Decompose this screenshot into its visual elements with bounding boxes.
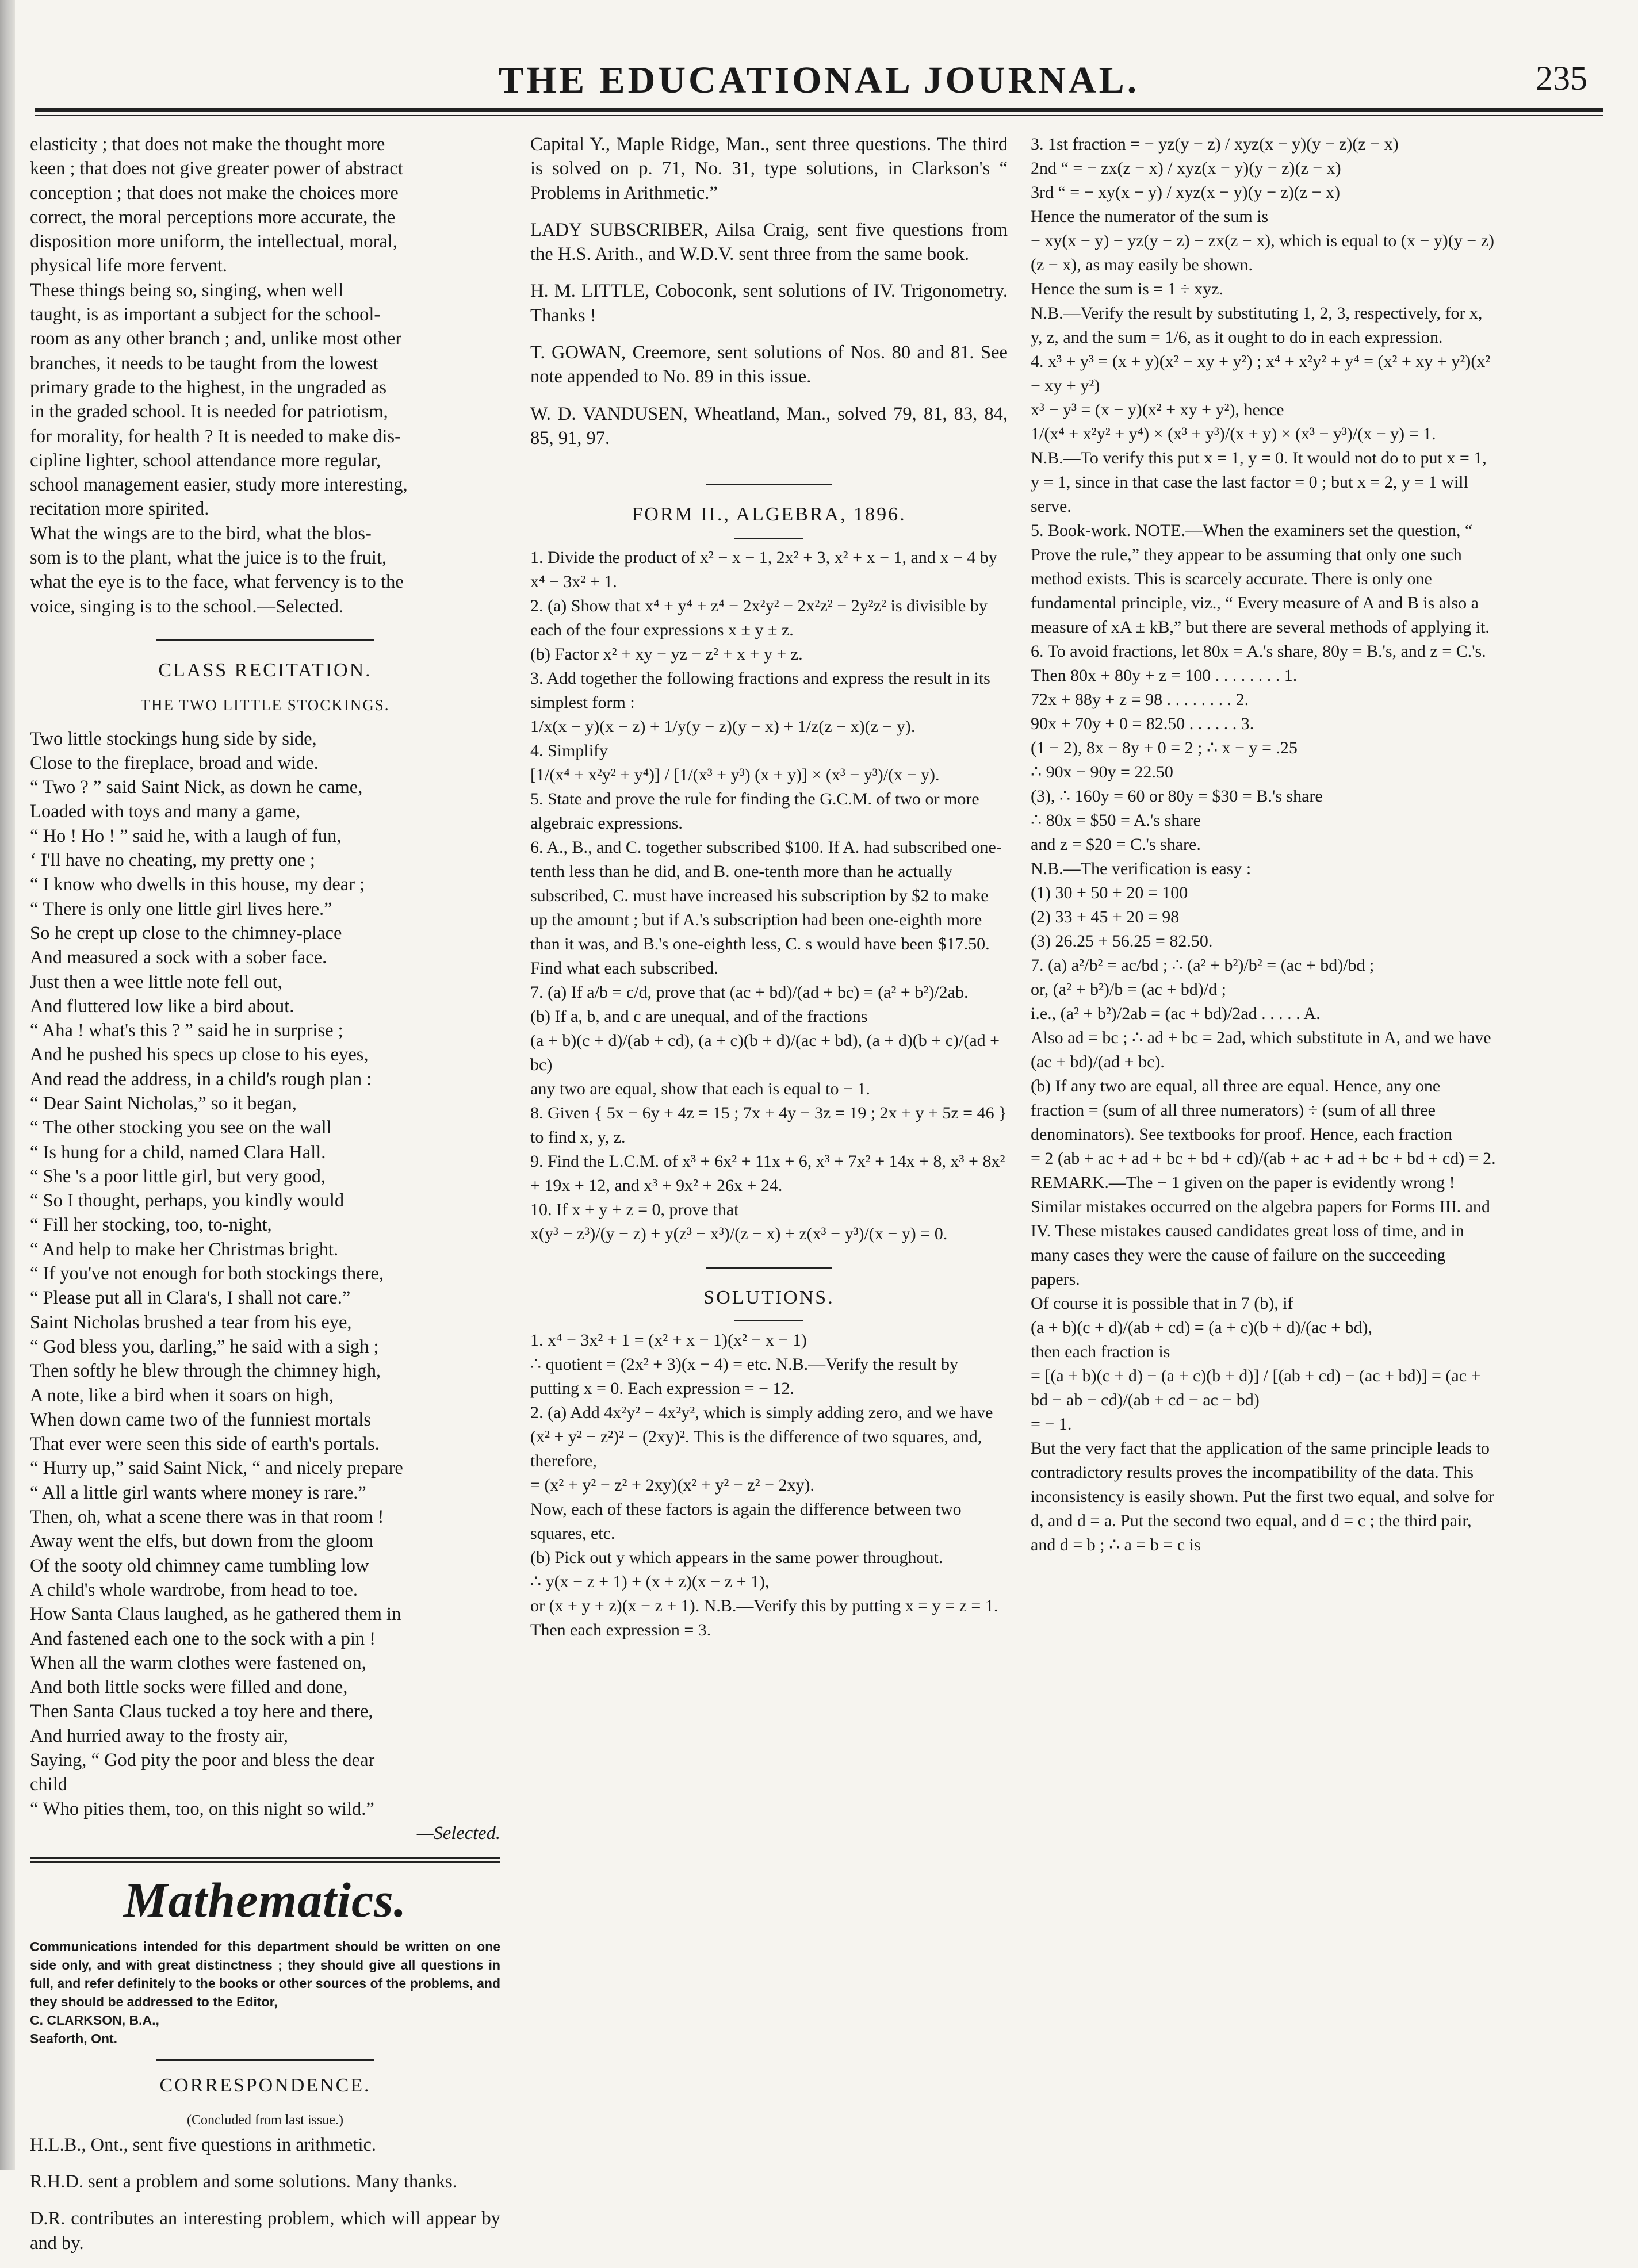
essay-line: conception ; that does not make the choices more bbox=[30, 182, 399, 204]
solution-line: 72x + 88y + z = 98 . . . . . . . . 2. bbox=[1031, 690, 1249, 709]
solution-line: (1 − 2), 8x − 8y + 0 = 2 ; ∴ x − y = .25 bbox=[1031, 738, 1298, 757]
essay-line: recitation more spirited. bbox=[30, 499, 209, 520]
poem-line: How Santa Claus laughed, as he gathered them in bbox=[30, 1604, 401, 1625]
poem-line: “ And help to make her Christmas bright. bbox=[30, 1239, 339, 1260]
essay-line: disposition more uniform, the intellectual, moral, bbox=[30, 231, 398, 252]
poem-line: And measured a sock with a sober face. bbox=[30, 947, 327, 968]
algebra-question: 8. Given { 5x − 6y + 4z = 15 ; 7x + 4y − 3z = 19 ; 2x + y + 5z = 46 } to find x, y, z. bbox=[530, 1103, 1007, 1147]
poem-line: Away went the elfs, but down from the gloom bbox=[30, 1531, 374, 1552]
essay-line: room as any other branch ; and, unlike most other bbox=[30, 328, 402, 350]
poem-line: And fluttered low like a bird about. bbox=[30, 995, 294, 1017]
poem-line: child bbox=[30, 1774, 67, 1795]
solution-line: ∴ quotient = (2x² + 3)(x − 4) = etc. N.B.—Verify the result by putting x = 0. Each expression = − 12. bbox=[530, 1354, 958, 1398]
solution-line: 3. 1st fraction = − yz(y − z) / xyz(x − y)(y − z)(z − x) bbox=[1031, 135, 1399, 154]
solution-line: i.e., (a² + b²)/2ab = (ac + bd)/2ad . . . . . A. bbox=[1031, 1004, 1321, 1023]
solution-line: (b) If any two are equal, all three are equal. Hence, any one fraction = (sum of all three numerators) ÷ (sum of all three denominators). See textbooks for proof. Hence, each fraction bbox=[1031, 1076, 1453, 1144]
solution-line: and z = $20 = C.'s share. bbox=[1031, 835, 1201, 854]
solution-line: = − 1. bbox=[1031, 1415, 1072, 1434]
solution-line: (a + b)(c + d)/(ab + cd) = (a + c)(b + d)/(ac + bd), bbox=[1031, 1318, 1373, 1337]
poem-credit: —Selected. bbox=[416, 1822, 500, 1844]
mathematics-heading: Mathematics. bbox=[123, 1872, 407, 1928]
algebra-question: 7. (a) If a/b = c/d, prove that (ac + bd)/(ad + bc) = (a² + b²)/2ab. bbox=[530, 982, 969, 1002]
correspondence-continued bbox=[530, 132, 1008, 463]
poem-line: “ There is only one little girl lives here.” bbox=[30, 898, 332, 920]
solution-line: (3), ∴ 160y = 60 or 80y = $30 = B.'s share bbox=[1031, 787, 1323, 806]
poem-line: Saint Nicholas brushed a tear from his eye, bbox=[30, 1312, 352, 1333]
essay-line: physical life more fervent. bbox=[30, 255, 227, 277]
algebra-question: any two are equal, show that each is equal to − 1. bbox=[530, 1079, 870, 1098]
algebra-solutions bbox=[530, 1328, 1008, 1642]
class-recitation-heading: CLASS RECITATION. bbox=[158, 659, 372, 681]
poem-line: Saying, “ God pity the poor and bless the dear bbox=[30, 1750, 375, 1771]
singing-essay bbox=[30, 132, 500, 619]
poem-line: And hurried away to the frosty air, bbox=[30, 1725, 289, 1746]
solution-line: ∴ 80x = $50 = A.'s share bbox=[1031, 811, 1201, 830]
algebra-question: 2. (a) Show that x⁴ + y⁴ + z⁴ − 2x²y² − 2x²z² − 2y²z² is divisible by each of the four expressions x ± y ± z. bbox=[530, 596, 988, 639]
correspondence-item: R.H.D. sent a problem and some solutions. Many thanks. bbox=[30, 2171, 457, 2193]
column-left bbox=[30, 132, 500, 2268]
solution-line: 2nd “ = − zx(z − x) / xyz(x − y)(y − z)(z − x) bbox=[1031, 159, 1341, 178]
editor-name: C. CLARKSON, B.A., bbox=[30, 2013, 159, 2028]
solution-line: But the very fact that the application of the same principle leads to contradictory results proves the incompatibility of the data. This inconsistency is easily shown. Put the first two equal, and solve for d, and d = a. Put the second two equal, and d = c ; the third pair, and d = b ; ∴ a = b = c is bbox=[1031, 1439, 1494, 1554]
algebra-heading: FORM II., ALGEBRA, 1896. bbox=[632, 504, 906, 526]
poem-line: Then Santa Claus tucked a toy here and there, bbox=[30, 1701, 373, 1722]
solution-line: Now, each of these factors is again the difference between two squares, etc. bbox=[530, 1499, 962, 1543]
solution-line: 5. Book-work. NOTE.—When the examiners set the question, “ Prove the rule,” they appear to be assuming that only one such method exists. This is scarcely accurate. There is only one fundamental principle, viz., “ Every measure of A and B is also a measure of xA ± kB,” but there are several methods of applying it. bbox=[1031, 521, 1490, 637]
header-rule-thin bbox=[35, 115, 1603, 116]
solution-line: ∴ 90x − 90y = 22.50 bbox=[1031, 763, 1173, 781]
poem-line: “ Who pities them, too, on this night so wild.” bbox=[30, 1798, 374, 1819]
essay-line: som is to the plant, what the juice is to the fruit, bbox=[30, 547, 387, 569]
solution-line: Then 80x + 80y + z = 100 . . . . . . . . 1. bbox=[1031, 666, 1298, 685]
algebra-question: 9. Find the L.C.M. of x³ + 6x² + 11x + 6, x³ + 7x² + 14x + 8, x³ + 8x² + 19x + 12, and x³ + 9x² + 26x + 24. bbox=[530, 1151, 1005, 1195]
solutions-continued bbox=[1031, 132, 1498, 1557]
correspondence-item: T. GOWAN, Creemore, sent solutions of Nos. 80 and 81. See note appended to No. 89 in this issue. bbox=[530, 342, 1008, 388]
section-rule-thin bbox=[30, 1861, 500, 1863]
correspondence-item: H.L.B., Ont., sent five questions in arithmetic. bbox=[30, 2134, 377, 2155]
poem-line: “ Aha ! what's this ? ” said he in surprise ; bbox=[30, 1020, 343, 1041]
poem-line: So he crept up close to the chimney-place bbox=[30, 922, 342, 944]
correspondence-item: H. M. LITTLE, Coboconk, sent solutions of IV. Trigonometry. Thanks ! bbox=[530, 281, 1008, 326]
solution-line: 1. x⁴ − 3x² + 1 = (x² + x − 1)(x² − x − 1) bbox=[530, 1330, 807, 1350]
poem-line: When all the warm clothes were fastened on, bbox=[30, 1652, 366, 1673]
solution-line: or (x + y + z)(x − z + 1). N.B.—Verify this by putting x = y = z = 1. Then each expression = 3. bbox=[530, 1596, 998, 1639]
poem-line: “ Please put all in Clara's, I shall not care.” bbox=[30, 1288, 351, 1309]
essay-line: taught, is as important a subject for the school- bbox=[30, 304, 381, 325]
essay-line: What the wings are to the bird, what the blos- bbox=[30, 523, 372, 544]
column-middle bbox=[530, 132, 1008, 1642]
algebra-question: (b) Factor x² + xy − yz − z² + x + y + z. bbox=[530, 644, 803, 664]
poem-line: A child's whole wardrobe, from head to toe. bbox=[30, 1579, 358, 1600]
solution-line: x³ − y³ = (x − y)(x² + xy + y²), hence bbox=[1031, 400, 1284, 419]
correspondence-heading: CORRESPONDENCE. bbox=[159, 2075, 371, 2097]
poem-line: “ She 's a poor little girl, but very good, bbox=[30, 1166, 326, 1187]
correspondence-item: W. D. VANDUSEN, Wheatland, Man., solved 79, 81, 83, 84, 85, 91, 97. bbox=[530, 403, 1008, 449]
poem-line: Then, oh, what a scene there was in that room ! bbox=[30, 1507, 384, 1528]
column-right bbox=[1031, 132, 1498, 1557]
correspondence-item: D.R. contributes an interesting problem, which will appear by and by. bbox=[30, 2208, 500, 2254]
poem-line: “ Is hung for a child, named Clara Hall. bbox=[30, 1141, 326, 1163]
algebra-question: x(y³ − z³)/(y − z) + y(z³ − x³)/(z − x) + z(x³ − y³)/(x − y) = 0. bbox=[530, 1224, 948, 1243]
correspondence-list bbox=[30, 2133, 500, 2268]
poem-line: “ The other stocking you see on the wall bbox=[30, 1117, 332, 1139]
poem-line: That ever were seen this side of earth's portals. bbox=[30, 1434, 380, 1455]
poem-line: “ I know who dwells in this house, my dear ; bbox=[30, 874, 365, 895]
poem-line: “ Ho ! Ho ! ” said he, with a laugh of fun, bbox=[30, 825, 342, 846]
poem-title: THE TWO LITTLE STOCKINGS. bbox=[140, 696, 390, 714]
short-divider bbox=[734, 538, 803, 539]
solution-line: then each fraction is bbox=[1031, 1342, 1170, 1361]
essay-line: These things being so, singing, when well bbox=[30, 279, 344, 301]
solution-line: ∴ y(x − z + 1) + (x + z)(x − z + 1), bbox=[530, 1572, 770, 1591]
solution-line: N.B.—The verification is easy : bbox=[1031, 859, 1252, 878]
journal-title: THE EDUCATIONAL JOURNAL. bbox=[498, 59, 1140, 101]
solution-line: Of course it is possible that in 7 (b), if bbox=[1031, 1294, 1293, 1313]
essay-line: cipline lighter, school attendance more regular, bbox=[30, 450, 381, 471]
solution-line: = 2 (ab + ac + ad + bc + bd + cd)/(ab + ac + ad + bc + bd + cd) = 2. bbox=[1031, 1149, 1496, 1168]
concluded-note: (Concluded from last issue.) bbox=[187, 2113, 343, 2128]
correspondence-item: Capital Y., Maple Ridge, Man., sent three questions. The third is solved on p. 71, No. 31, type solutions, in Clarkson's “ Problems in Arithmetic.” bbox=[530, 134, 1008, 204]
algebra-question: [1/(x⁴ + x²y² + y⁴)] / [1/(x³ + y³) (x + y)] × (x³ − y³)/(x − y). bbox=[530, 765, 940, 784]
poem-line: Just then a wee little note fell out, bbox=[30, 971, 282, 993]
solution-line: − xy(x − y) − yz(y − z) − zx(z − x), which is equal to (x − y)(y − z)(z − x), as may easily be shown. bbox=[1031, 231, 1494, 274]
solution-line: 7. (a) a²/b² = ac/bd ; ∴ (a² + b²)/b² = (ac + bd)/bd ; bbox=[1031, 956, 1375, 975]
solution-line: (1) 30 + 50 + 20 = 100 bbox=[1031, 883, 1188, 902]
editor-place: Seaforth, Ont. bbox=[30, 2031, 118, 2047]
poem-line: And both little socks were filled and done, bbox=[30, 1677, 348, 1698]
section-rule bbox=[30, 1857, 500, 1859]
poem-line: “ Dear Saint Nicholas,” so it began, bbox=[30, 1093, 297, 1114]
algebra-question: 1/x(x − y)(x − z) + 1/y(y − z)(y − x) + 1/z(z − x)(z − y). bbox=[530, 717, 916, 736]
solution-line: Hence the numerator of the sum is bbox=[1031, 207, 1269, 226]
page-number: 235 bbox=[1536, 59, 1587, 97]
solution-line: 2. (a) Add 4x²y² − 4x²y², which is simply adding zero, and we have (x² + y² − z²)² − (2xy)². This is the difference of two squares, and, therefore, bbox=[530, 1403, 993, 1470]
math-notice: Communications intended for this department should be written on one side only, and with great distinctness ; they should give all questions in full, and refer definitely to the books or other sources of the problems, and they should be addressed to the Editor, bbox=[30, 1939, 500, 2010]
poem-line: A note, like a bird when it soars on high, bbox=[30, 1385, 334, 1406]
poem-line: And he pushed his specs up close to his eyes, bbox=[30, 1044, 369, 1066]
short-divider bbox=[734, 1320, 803, 1321]
section-divider bbox=[156, 2059, 374, 2061]
poem-line: “ If you've not enough for both stockings there, bbox=[30, 1263, 384, 1285]
poem-line: “ Hurry up,” said Saint Nick, “ and nicely prepare bbox=[30, 1458, 403, 1479]
section-divider bbox=[706, 484, 832, 485]
algebra-question: (a + b)(c + d)/(ab + cd), (a + c)(b + d)/(ac + bd), (a + d)(b + c)/(ad + bc) bbox=[530, 1030, 1000, 1074]
section-divider bbox=[156, 639, 374, 641]
poem-line: And fastened each one to the sock with a pin ! bbox=[30, 1628, 376, 1649]
solution-line: 4. x³ + y³ = (x + y)(x² − xy + y²) ; x⁴ + x²y² + y⁴ = (x² + xy + y²)(x² − xy + y²) bbox=[1031, 352, 1491, 395]
solution-line: 6. To avoid fractions, let 80x = A.'s share, 80y = B.'s, and z = C.'s. bbox=[1031, 642, 1486, 661]
algebra-question: 5. State and prove the rule for finding the G.C.M. of two or more algebraic expressions. bbox=[530, 789, 979, 833]
poem bbox=[30, 727, 500, 1821]
poem-line: “ God bless you, darling,” he said with a sigh ; bbox=[30, 1336, 379, 1357]
solution-line: Also ad = bc ; ∴ ad + bc = 2ad, which substitute in A, and we have (ac + bd)/(ad + bc). bbox=[1031, 1028, 1491, 1071]
poem-line: Of the sooty old chimney came tumbling low bbox=[30, 1555, 369, 1576]
algebra-question: 10. If x + y + z = 0, prove that bbox=[530, 1200, 739, 1219]
solution-line: 3rd “ = − xy(x − y) / xyz(x − y)(y − z)(z − x) bbox=[1031, 183, 1341, 202]
solutions-heading: SOLUTIONS. bbox=[703, 1286, 835, 1308]
page-edge-shadow bbox=[0, 0, 15, 2170]
essay-line: primary grade to the highest, in the ungraded as bbox=[30, 377, 387, 398]
solution-line: (2) 33 + 45 + 20 = 98 bbox=[1031, 907, 1180, 926]
poem-line: Then softly he blew through the chimney high, bbox=[30, 1361, 381, 1382]
essay-line: branches, it needs to be taught from the lowest bbox=[30, 353, 378, 374]
poem-line: “ All a little girl wants where money is rare.” bbox=[30, 1482, 366, 1503]
essay-line: keen ; that does not give greater power of abstract bbox=[30, 158, 403, 179]
essay-line: for morality, for health ? It is needed to make dis- bbox=[30, 426, 401, 447]
essay-line: in the graded school. It is needed for patriotism, bbox=[30, 401, 388, 423]
poem-line: “ So I thought, perhaps, you kindly would bbox=[30, 1190, 345, 1212]
solution-line: (3) 26.25 + 56.25 = 82.50. bbox=[1031, 932, 1213, 951]
algebra-questions bbox=[530, 546, 1008, 1246]
poem-line: “ Fill her stocking, too, to-night, bbox=[30, 1215, 272, 1236]
section-divider bbox=[706, 1267, 832, 1269]
algebra-question: 6. A., B., and C. together subscribed $100. If A. had subscribed one-tenth less than he did, and B. one-tenth more than he actually subscribed, C. must have increased his subscription by $2 to make up the amount ; but if A.'s subscription had been one-eighth more than it was, and B.'s one-eighth less, C. s would have been $17.50. Find what each subscribed. bbox=[530, 837, 1002, 978]
essay-line: elasticity ; that does not make the thought more bbox=[30, 134, 385, 155]
essay-line: voice, singing is to the school.—Selected. bbox=[30, 596, 344, 617]
poem-line: Two little stockings hung side by side, bbox=[30, 728, 317, 749]
poem-line: And read the address, in a child's rough plan : bbox=[30, 1068, 372, 1090]
poem-line: “ Two ? ” said Saint Nick, as down he came, bbox=[30, 777, 363, 798]
solution-line: N.B.—Verify the result by substituting 1, 2, 3, respectively, for x, y, z, and the sum = 1/6, as it ought to do in each expression. bbox=[1031, 304, 1483, 347]
poem-line: When down came two of the funniest mortals bbox=[30, 1409, 371, 1430]
solution-line: Hence the sum is = 1 ÷ xyz. bbox=[1031, 279, 1223, 298]
poem-line: ‘ I'll have no cheating, my pretty one ; bbox=[30, 850, 315, 871]
solution-line: 90x + 70y + 0 = 82.50 . . . . . . 3. bbox=[1031, 714, 1254, 733]
poem-line: Loaded with toys and many a game, bbox=[30, 801, 301, 822]
algebra-question: 4. Simplify bbox=[530, 741, 608, 760]
algebra-question: 3. Add together the following fractions and express the result in its simplest form : bbox=[530, 668, 990, 712]
poem-line: Close to the fireplace, broad and wide. bbox=[30, 752, 319, 773]
solution-line: = [(a + b)(c + d) − (a + c)(b + d)] / [(ab + cd) − (ac + bd)] = (ac + bd − ab − cd)/(ab + cd − ac − bd) bbox=[1031, 1366, 1481, 1409]
algebra-question: (b) If a, b, and c are unequal, and of the fractions bbox=[530, 1006, 868, 1026]
solution-line: = (x² + y² − z² + 2xy)(x² + y² − z² − 2xy). bbox=[530, 1475, 814, 1495]
algebra-question: 1. Divide the product of x² − x − 1, 2x² + 3, x² + x − 1, and x − 4 by x⁴ − 3x² + 1. bbox=[530, 547, 997, 591]
solution-line: (b) Pick out y which appears in the same power throughout. bbox=[530, 1547, 943, 1567]
solution-line: 1/(x⁴ + x²y² + y⁴) × (x³ + y³)/(x + y) × (x³ − y³)/(x − y) = 1. bbox=[1031, 424, 1436, 443]
essay-line: what the eye is to the face, what fervency is to the bbox=[30, 572, 404, 593]
essay-line: correct, the moral perceptions more accurate, the bbox=[30, 206, 396, 228]
solution-line: or, (a² + b²)/b = (ac + bd)/d ; bbox=[1031, 980, 1226, 999]
header-rule bbox=[35, 108, 1603, 112]
solution-line: REMARK.—The − 1 given on the paper is evidently wrong ! Similar mistakes occurred on the algebra papers for Forms III. and IV. These mistakes caused candidates great loss of time, and in many cases they were the cause of failure on the succeeding papers. bbox=[1031, 1173, 1490, 1289]
solution-line: N.B.—To verify this put x = 1, y = 0. It would not do to put x = 1, y = 1, since in that case the last factor = 0 ; but x = 2, y = 1 will serve. bbox=[1031, 449, 1487, 516]
essay-line: school management easier, study more interesting, bbox=[30, 474, 408, 496]
correspondence-item: LADY SUBSCRIBER, Ailsa Craig, sent five questions from the H.S. Arith., and W.D.V. sent three from the same book. bbox=[530, 219, 1008, 265]
